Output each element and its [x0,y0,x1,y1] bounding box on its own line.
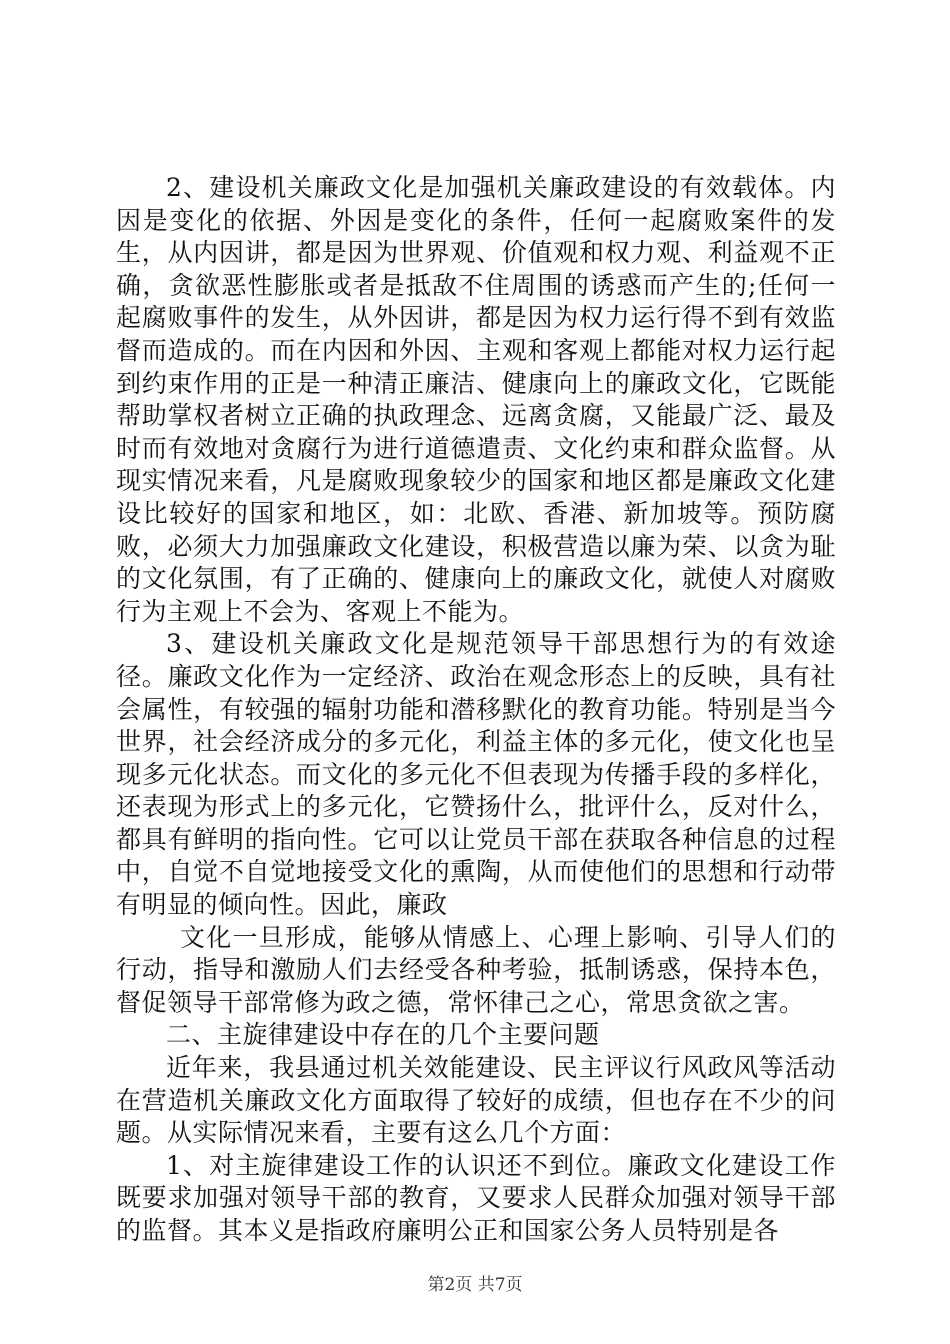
section-heading-problems: 二、主旋律建设中存在的几个主要问题 [166,1020,600,1050]
paragraph-2-carrier: 2、建设机关廉政文化是加强机关廉政建设的有效载体。内因是变化的依据、外因是变化的条件，任何一起腐败案件的发生，从内因讲，都是因为世界观、价值观和权力观、利益观不正确，贪欲恶性膨胀或者是抵敌不住周围的诱惑而产生的;任何一起腐败事件的发生，从外因讲，都是因为权力运行得不到有效监督而造成的。而在内因和外因、主观和客观上都能对权力运行起到约束作用的正是一种清正廉洁、健康向上的廉政文化，它既能帮助掌权者树立正确的执政理念、远离贪腐，又能最广泛、最及时而有效地对贪腐行为进行道德遣责、文化约束和群众监督。从现实情况来看，凡是腐败现象较少的国家和地区都是廉政文化建设比较好的国家和地区，如：北欧、香港、新加坡等。预防腐败，必须大力加强廉政文化建设，积极营造以廉为荣、以贪为耻的文化氛围，有了正确的、健康向上的廉政文化，就使人对腐败行为主观上不会为、客观上不能为。 [116,173,836,626]
paragraph-3-continuation: 文化一旦形成，能够从情感上、心理上影响、引导人们的行动，指导和激励人们去经受各种考验，抵制诱惑，保持本色，督促领导干部常修为政之德，常怀律己之心，常思贪欲之害。 [116,922,836,1017]
page-number-footer: 第2页 共7页 [427,1275,523,1295]
paragraph-1-awareness: 1、对主旋律建设工作的认识还不到位。廉政文化建设工作既要求加强对领导干部的教育，又要求人民群众加强对领导干部的监督。其本义是指政府廉明公正和国家公务人员特别是各 [116,1150,836,1245]
paragraph-recent-years: 近年来，我县通过机关效能建设、民主评议行风政风等活动在营造机关廉政文化方面取得了较好的成绩，但也存在不少的问题。从实际情况来看，主要有这么几个方面： [116,1053,836,1148]
document-body [116,172,836,1248]
paragraph-3-guidance: 3、建设机关廉政文化是规范领导干部思想行为的有效途径。廉政文化作为一定经济、政治在观念形态上的反映，具有社会属性，有较强的辐射功能和潜移默化的教育功能。特别是当今世界，社会经济成分的多元化，利益主体的多元化，使文化也呈现多元化状态。而文化的多元化不但表现为传播手段的多样化，还表现为形式上的多元化，它赞扬什么，批评什么，反对什么，都具有鲜明的指向性。它可以让党员干部在获取各种信息的过程中，自觉不自觉地接受文化的熏陶，从而使他们的思想和行动带有明显的倾向性。因此，廉政 [116,629,836,920]
